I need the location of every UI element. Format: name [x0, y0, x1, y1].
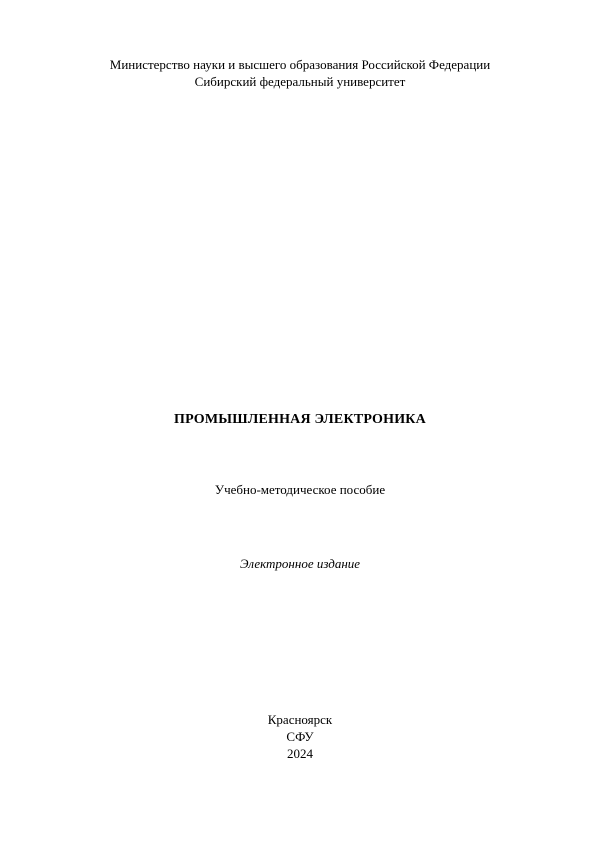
imprint-year: 2024 — [287, 746, 313, 761]
edition-note: Электронное издание — [239, 556, 361, 571]
imprint-publisher: СФУ — [286, 729, 314, 744]
document-subtitle: Учебно-методическое пособие — [214, 482, 386, 497]
university-name: Сибирский федеральный университет — [194, 74, 406, 89]
imprint-city: Красноярск — [267, 712, 333, 727]
ministry-name: Министерство науки и высшего образования Российской Федерации — [109, 57, 491, 72]
document-title: ПРОМЫШЛЕННАЯ ЭЛЕКТРОНИКА — [174, 412, 426, 427]
